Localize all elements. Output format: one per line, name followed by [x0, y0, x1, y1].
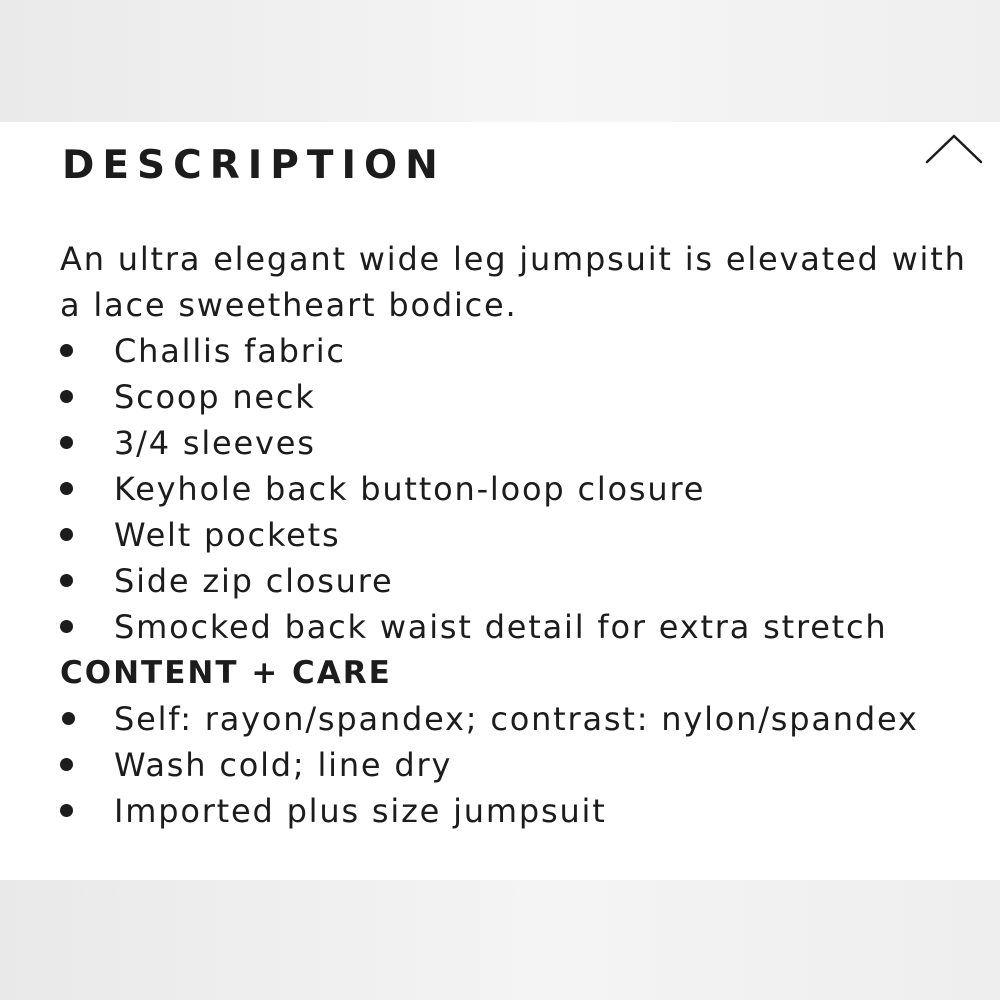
chevron-up-icon — [922, 130, 986, 170]
description-content — [60, 236, 990, 834]
list-item — [60, 604, 990, 650]
collapse-toggle-button[interactable] — [922, 130, 986, 170]
content-care-heading: CONTENT + CARE — [60, 655, 392, 691]
bullet-icon — [60, 574, 73, 587]
bullet-icon — [60, 528, 73, 541]
bullet-icon — [60, 344, 73, 357]
section-title: DESCRIPTION — [62, 143, 446, 188]
care-list — [60, 696, 990, 834]
feature-text: Side zip closure — [114, 562, 394, 600]
list-item — [60, 466, 990, 512]
bullet-icon — [60, 620, 73, 633]
bullet-icon — [62, 712, 75, 725]
feature-text: Scoop neck — [114, 378, 316, 416]
care-text: Self: rayon/spandex; contrast: nylon/spandex — [114, 700, 919, 738]
list-item — [60, 328, 990, 374]
list-item — [60, 558, 990, 604]
feature-text: Challis fabric — [114, 332, 346, 370]
bottom-background-band — [0, 880, 1000, 1000]
bullet-icon — [60, 482, 73, 495]
feature-text: Smocked back waist detail for extra stretch — [114, 608, 888, 646]
bullet-icon — [60, 804, 73, 817]
feature-list — [60, 328, 990, 650]
description-intro: An ultra elegant wide leg jumpsuit is elevated with a lace sweetheart bodice. — [60, 240, 967, 324]
bullet-icon — [60, 436, 73, 449]
bullet-icon — [60, 390, 73, 403]
feature-text: 3/4 sleeves — [114, 424, 316, 462]
care-text: Imported plus size jumpsuit — [114, 792, 607, 830]
list-item — [60, 788, 990, 834]
list-item — [60, 374, 990, 420]
list-item — [60, 742, 990, 788]
care-text: Wash cold; line dry — [114, 746, 453, 784]
description-panel — [0, 122, 1000, 880]
feature-text: Keyhole back button-loop closure — [114, 470, 706, 508]
bullet-icon — [60, 758, 73, 771]
feature-text: Welt pockets — [114, 516, 341, 554]
top-background-band — [0, 0, 1000, 122]
list-item — [60, 696, 990, 742]
list-item — [60, 420, 990, 466]
list-item — [60, 512, 990, 558]
